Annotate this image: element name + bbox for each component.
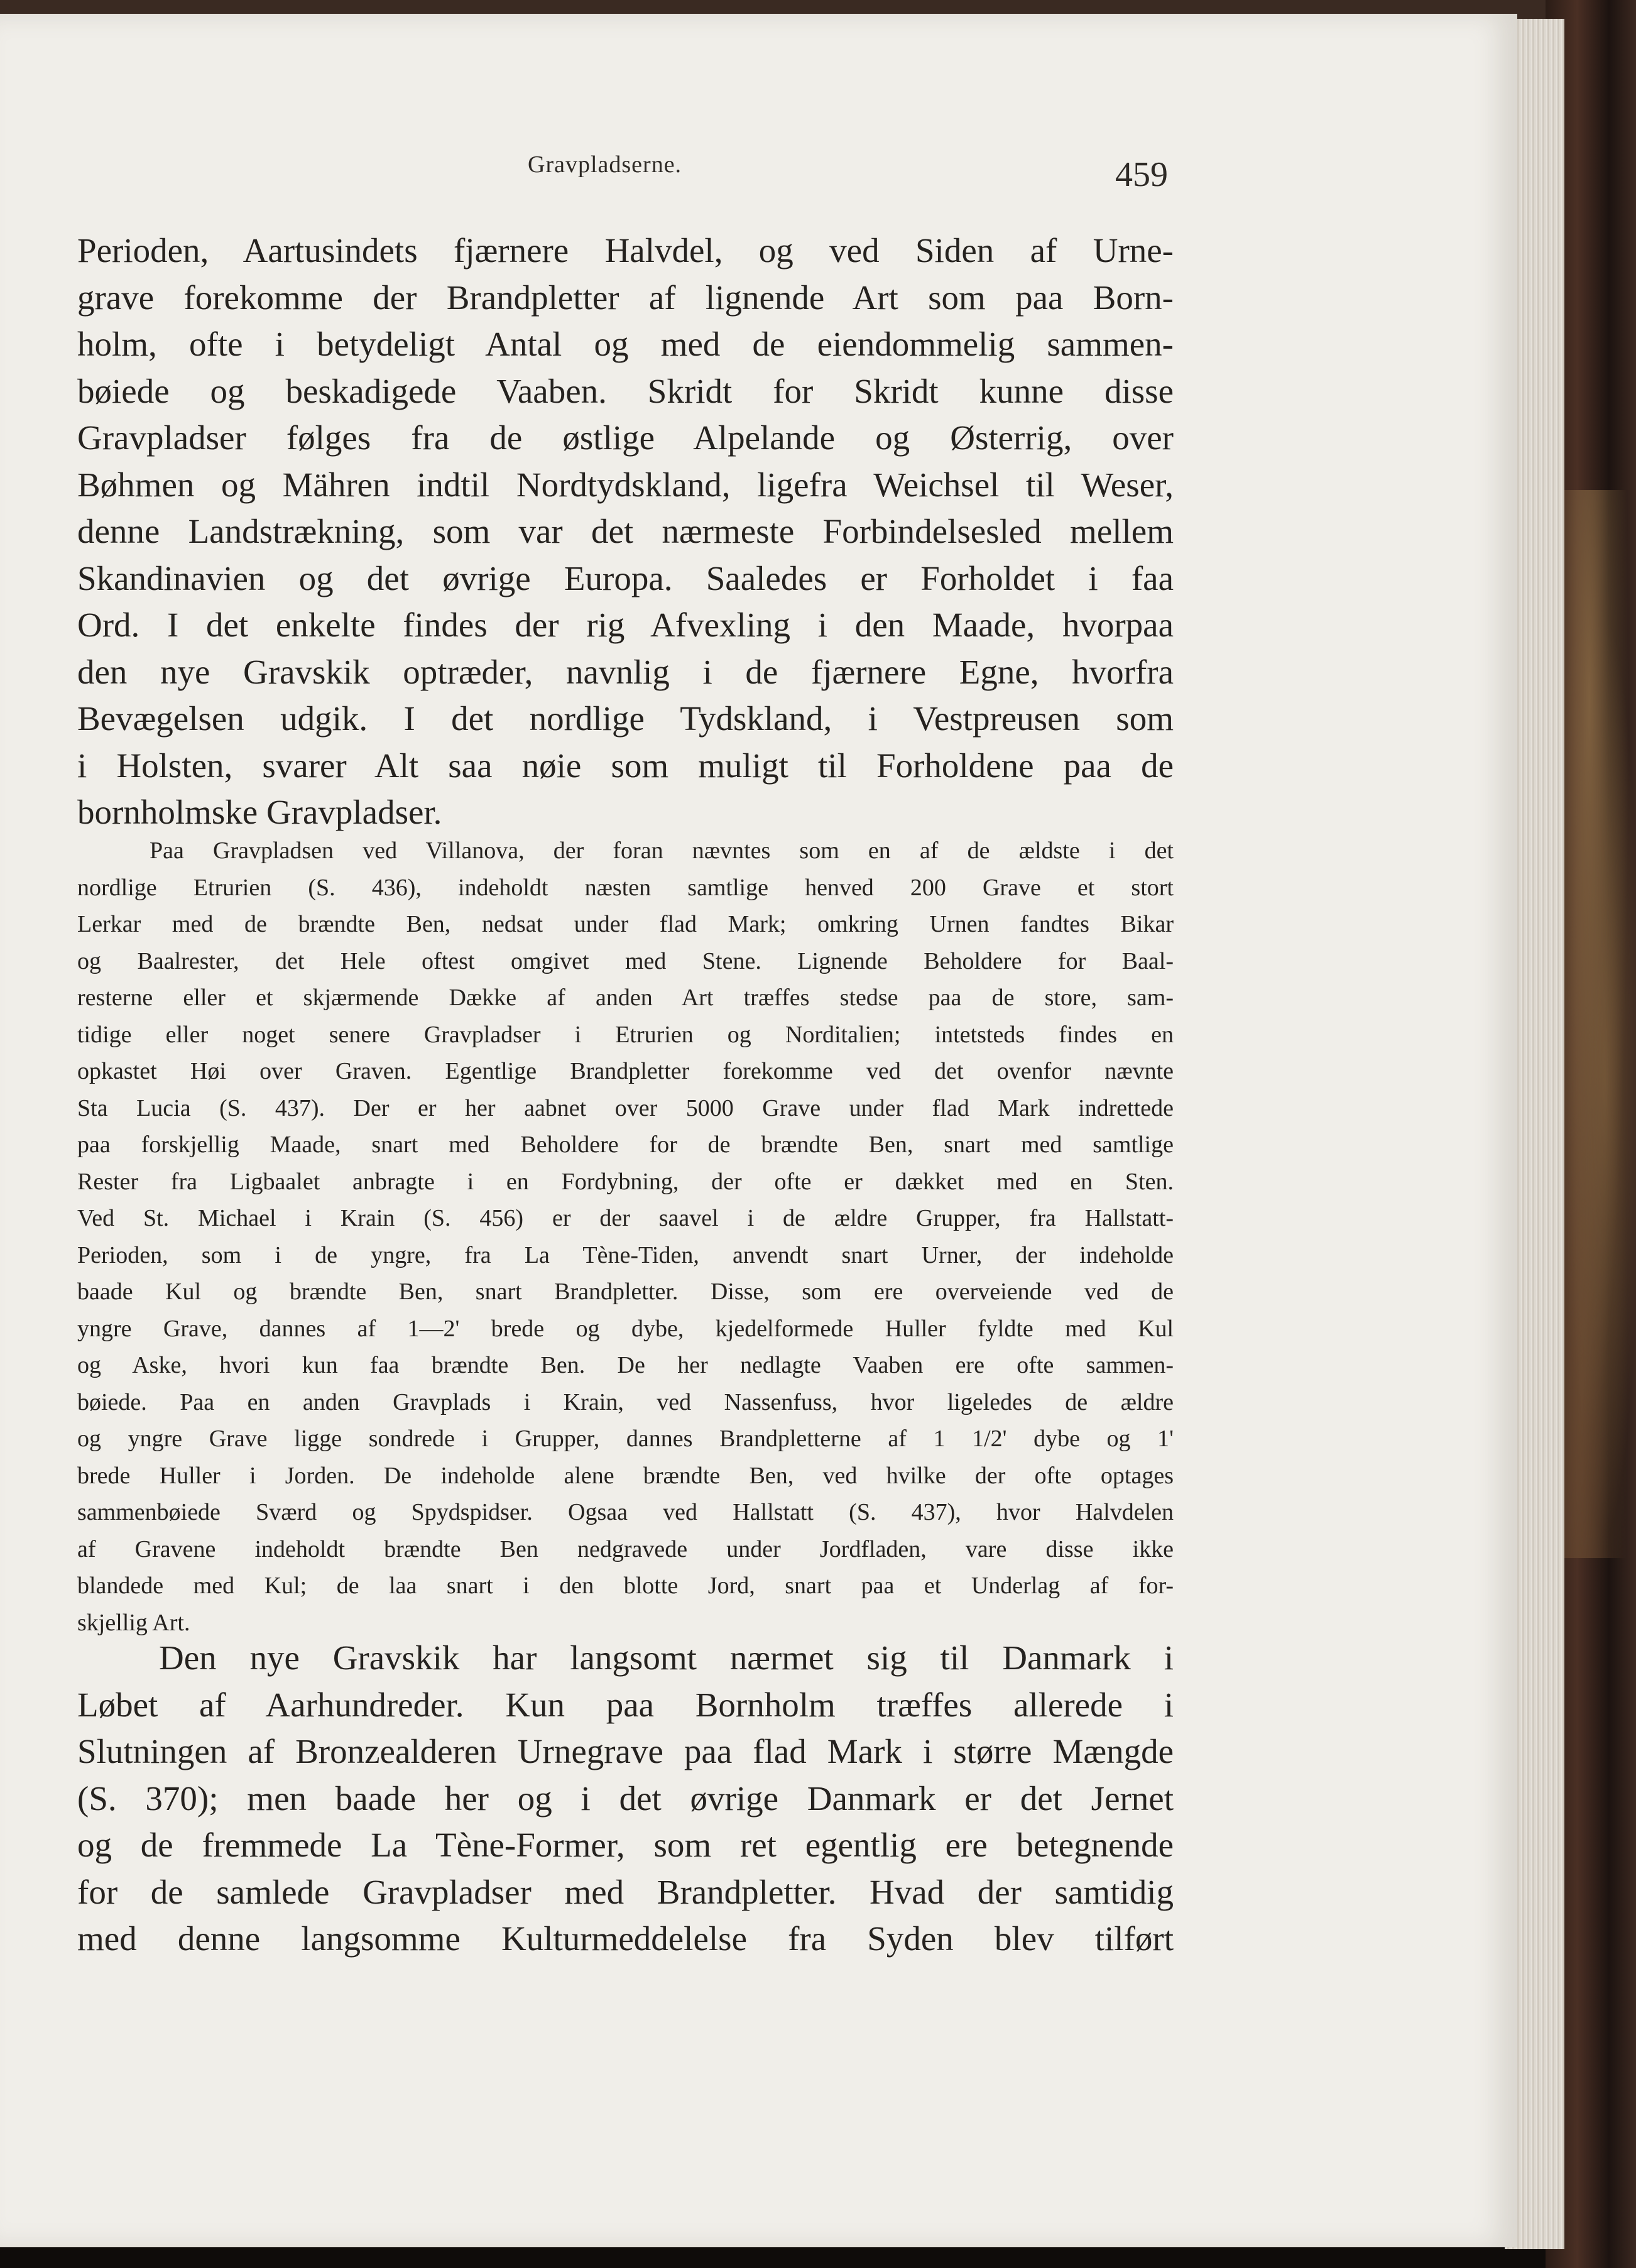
note-line: bøiede. Paa en anden Gravplads i Krain, ved Nassenfuss, hvor ligeledes de ældre (77, 1388, 1174, 1415)
text-line: med denne langsomme Kulturmeddelelse fra Syden blev tilført (77, 1919, 1174, 1958)
text-line: denne Landstrækning, som var det nærmeste Forbindelsesled mellem (77, 512, 1174, 550)
text-line: bøiede og beskadigede Vaaben. Skridt for Skridt kunne disse (77, 371, 1174, 410)
paragraph-2 (77, 1635, 1174, 1963)
note-line: Sta Lucia (S. 437). Der er her aabnet over 5000 Grave under flad Mark indrettede (77, 1094, 1174, 1121)
text-line: den nye Gravskik optræder, navnlig i de fjærnere Egne, hvorfra (77, 652, 1174, 691)
note-line: blandede med Kul; de laa snart i den blotte Jord, snart paa et Underlag af for- (77, 1573, 1174, 1599)
marbled-cover-pattern (1558, 490, 1636, 1558)
text-line: Bevægelsen udgik. I det nordlige Tydskland, i Vestpreusen som (77, 699, 1174, 738)
note-line: Perioden, som i de yngre, fra La Tène-Tiden, anvendt snart Urner, der indeholde (77, 1241, 1174, 1268)
text-line: Bøhmen og Mähren indtil Nordtydskland, ligefra Weichsel til Weser, (77, 465, 1174, 504)
note-line: tidige eller noget senere Gravpladser i Etrurien og Norditalien; intetsteds findes en (77, 1021, 1174, 1048)
text-line: grave forekomme der Brandpletter af lignende Art som paa Born- (77, 278, 1174, 317)
text-line: Slutningen af Bronzealderen Urnegrave paa flad Mark i større Mængde (77, 1732, 1174, 1770)
text-line: Den nye Gravskik har langsomt nærmet sig til Danmark i (159, 1638, 1174, 1677)
text-line: Gravpladser følges fra de østlige Alpelande og Østerrig, over (77, 418, 1174, 457)
note-line: og Baalrester, det Hele oftest omgivet med Stene. Lignende Beholdere for Baal- (77, 947, 1174, 974)
text-line: Skandinavien og det øvrige Europa. Saaledes er Forholdet i faa (77, 559, 1174, 597)
note-line: paa forskjellig Maade, snart med Beholdere for de brændte Ben, snart med samtlige (77, 1131, 1174, 1158)
text-line: (S. 370); men baade her og i det øvrige Danmark er det Jernet (77, 1779, 1174, 1818)
text-line: holm, ofte i betydeligt Antal og med de eiendommelig sammen- (77, 325, 1174, 363)
note-line: Paa Gravpladsen ved Villanova, der foran nævntes som en af de ældste i det (150, 837, 1174, 864)
note-line: og yngre Grave ligge sondrede i Grupper, dannes Brandpletterne af 1 1/2' dybe og 1' (77, 1426, 1174, 1452)
note-line: nordlige Etrurien (S. 436), indeholdt næsten samtlige henved 200 Grave et stort (77, 874, 1174, 901)
note-line: og Aske, hvori kun faa brændte Ben. De her nedlagte Vaaben ere ofte sammen- (77, 1352, 1174, 1378)
note-line: af Gravene indeholdt brændte Ben nedgravede under Jordfladen, vare disse ikke (77, 1535, 1174, 1562)
note-line: yngre Grave, dannes af 1—2' brede og dybe, kjedelformede Huller fyldte med Kul (77, 1315, 1174, 1342)
note-line: Ved St. Michael i Krain (S. 456) er der saavel i de ældre Grupper, fra Hallstatt- (77, 1205, 1174, 1231)
note-line: baade Kul og brændte Ben, snart Brandpletter. Disse, som ere overveiende ved de (77, 1278, 1174, 1305)
note-line: opkastet Høi over Graven. Egentlige Brandpletter forekomme ved det ovenfor nævnte (77, 1058, 1174, 1084)
page-number: 459 (1115, 155, 1168, 194)
text-line: i Holsten, svarer Alt saa nøie som muligt til Forholdene paa de (77, 746, 1174, 785)
footnote-block (77, 832, 1174, 1641)
note-line: brede Huller i Jorden. De indeholde alene brændte Ben, ved hvilke der ofte optages (77, 1462, 1174, 1489)
text-line: for de samlede Gravpladser med Brandpletter. Hvad der samtidig (77, 1872, 1174, 1911)
note-line: Lerkar med de brændte Ben, nedsat under flad Mark; omkring Urnen fandtes Bikar (77, 911, 1174, 937)
text-line: Perioden, Aartusindets fjærnere Halvdel, og ved Siden af Urne- (77, 231, 1174, 270)
text-line: og de fremmede La Tène-Former, som ret egentlig ere betegnende (77, 1826, 1174, 1864)
note-line: sammenbøiede Sværd og Spydspidser. Ogsaa ved Hallstatt (S. 437), hvor Halvdelen (77, 1499, 1174, 1525)
paragraph-1 (77, 227, 1174, 836)
note-line: resterne eller et skjærmende Dække af anden Art træffes stedse paa de store, sam- (77, 984, 1174, 1011)
note-line: skjellig Art. (77, 1609, 190, 1636)
text-line: bornholmske Gravpladser. (77, 793, 442, 831)
text-line: Løbet af Aarhundreder. Kun paa Bornholm træffes allerede i (77, 1685, 1174, 1724)
note-line: Rester fra Ligbaalet anbragte i en Fordybning, der ofte er dækket med en Sten. (77, 1168, 1174, 1195)
text-line: Ord. I det enkelte findes der rig Afvexling i den Maade, hvorpaa (77, 606, 1174, 644)
running-head: Gravpladserne. (528, 151, 682, 178)
